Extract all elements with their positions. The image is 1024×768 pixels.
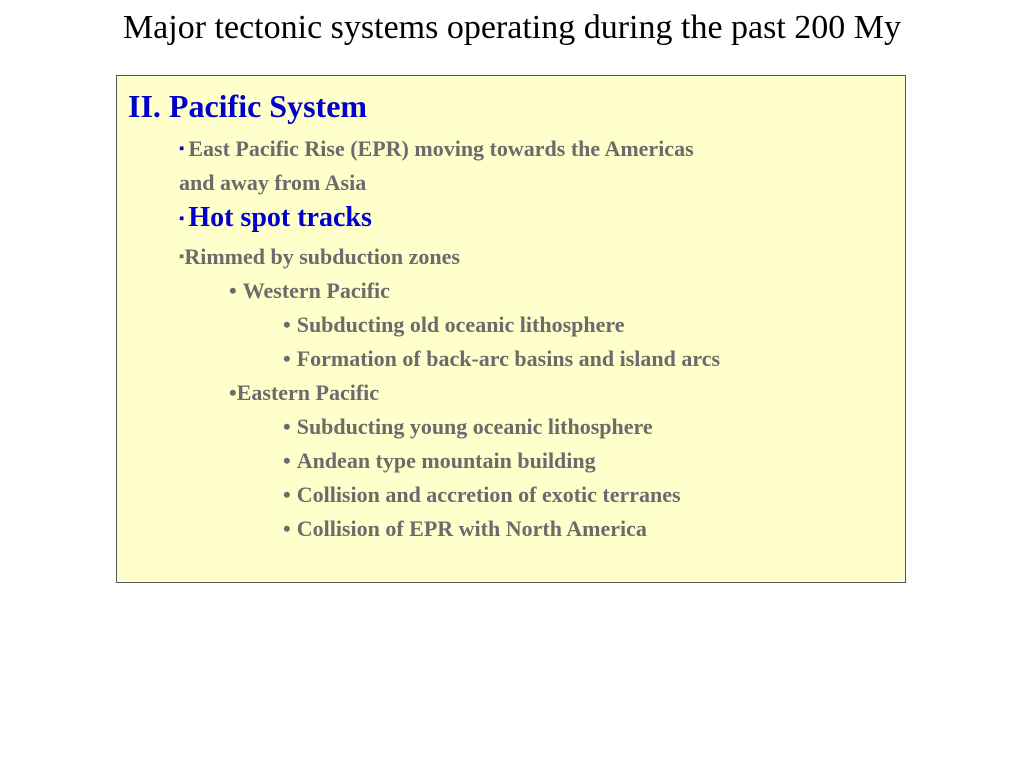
bullet-east-pacific-rise [179,138,694,160]
dot-bullet-icon: • [283,414,291,439]
bullet-text: Eastern Pacific [236,380,380,405]
bullet-text: Subducting old oceanic lithosphere [296,312,625,337]
slide-title: Major tectonic systems operating during the past 200 My [122,9,902,46]
bullet-subduction-zones [179,246,460,268]
sub-sub-bullet [283,348,720,370]
dot-bullet-icon: • [283,346,291,371]
sub-sub-bullet [283,416,653,438]
bullet-text: Hot spot tracks [188,202,372,233]
bullet-text: Andean type mountain building [296,448,596,473]
dot-bullet-icon: • [283,312,291,337]
bullet-continuation [179,172,366,194]
dot-bullet-icon: • [283,516,291,541]
bullet-text: Formation of back-arc basins and island arcs [296,346,721,371]
section-heading: II. Pacific System [128,88,368,124]
content-box [116,75,906,583]
sub-bullet-eastern-pacific [229,382,379,404]
square-bullet-icon: ▪ [179,211,185,227]
bullet-text: Subducting young oceanic lithosphere [296,414,653,439]
sub-bullet-western-pacific [229,280,390,302]
dot-bullet-icon: • [283,448,291,473]
dot-bullet-icon: • [283,482,291,507]
bullet-text: Collision and accretion of exotic terranes [296,482,681,507]
sub-sub-bullet [283,484,681,506]
square-bullet-icon: ▪ [179,249,185,265]
bullet-hot-spot-tracks [179,204,372,232]
dot-bullet-icon: • [229,380,237,405]
bullet-text: Western Pacific [242,278,390,303]
bullet-text: and away from Asia [179,170,367,195]
sub-sub-bullet [283,314,625,336]
square-bullet-icon: ▪ [179,141,185,157]
bullet-text: East Pacific Rise (EPR) moving towards the Americas [188,136,694,161]
bullet-text: Rimmed by subduction zones [184,244,460,269]
sub-sub-bullet [283,450,596,472]
sub-sub-bullet [283,518,647,540]
bullet-text: Collision of EPR with North America [296,516,647,541]
dot-bullet-icon: • [229,278,237,303]
